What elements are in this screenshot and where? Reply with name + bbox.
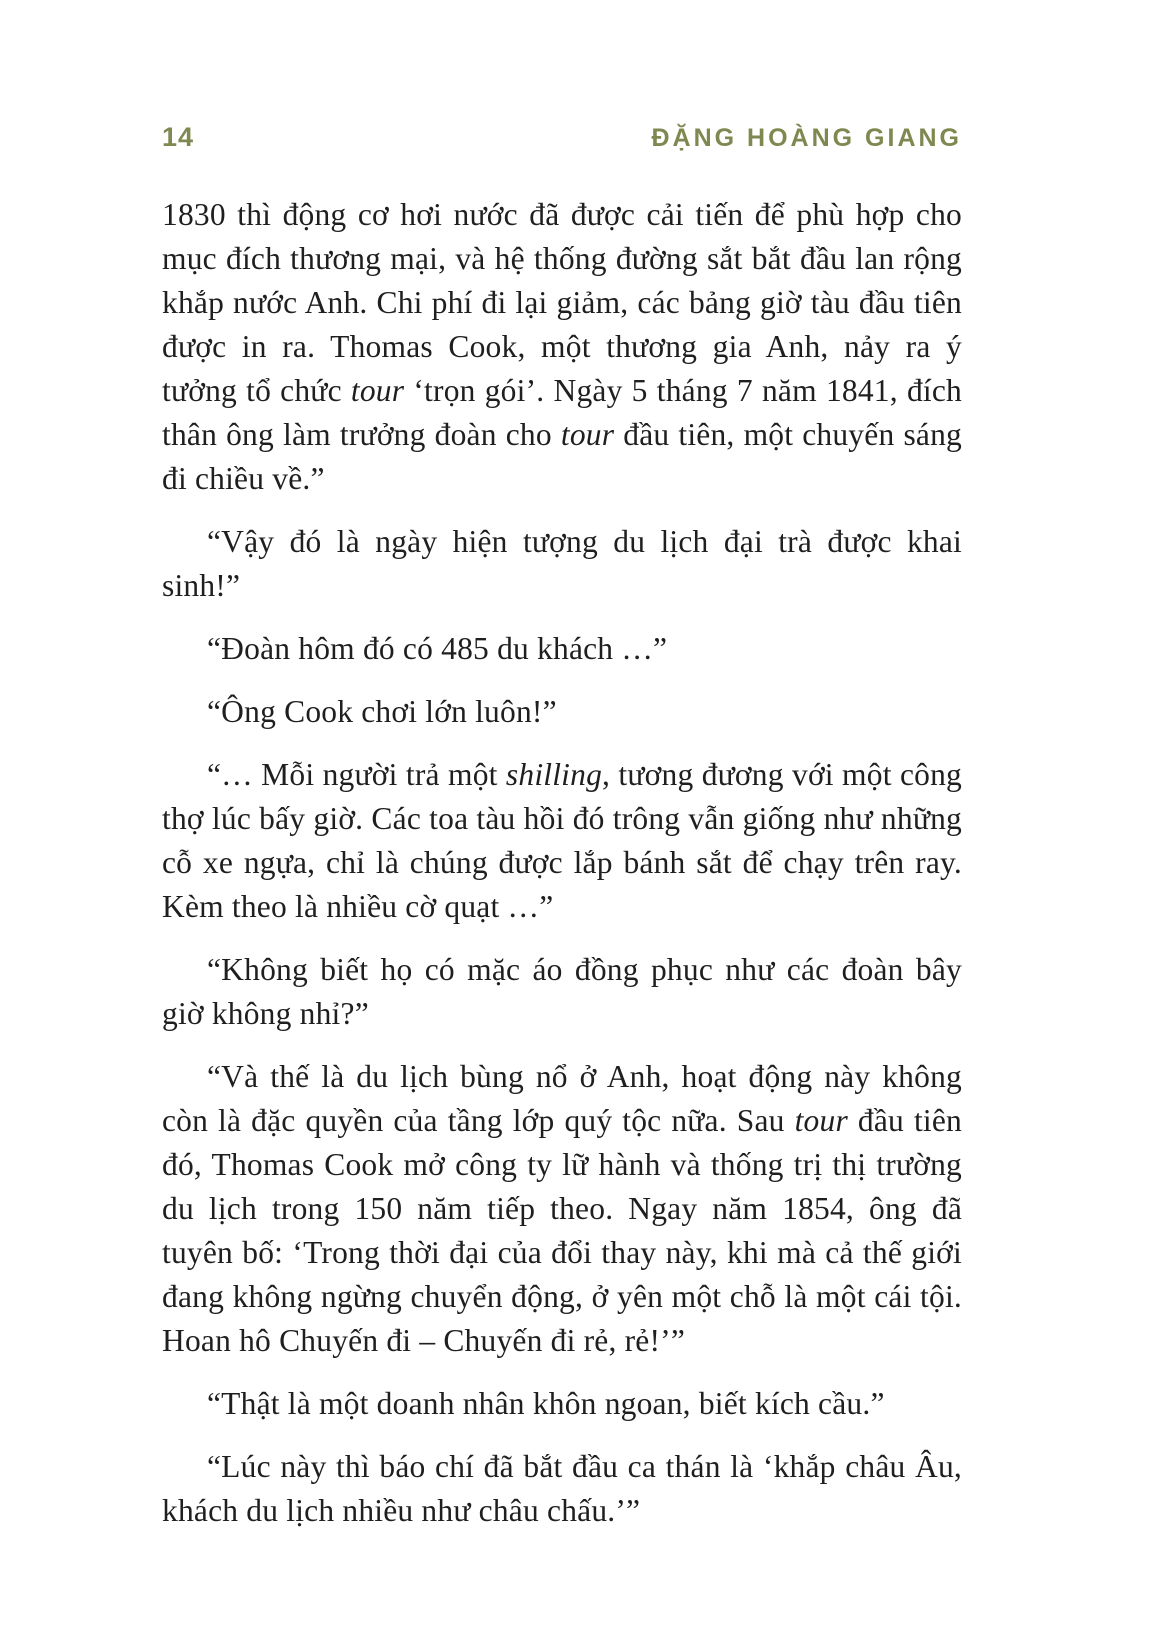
italic-run: tour [794,1103,848,1138]
text-run: “Lúc này thì báo chí đã bắt đầu ca thán là ‘khắp châu Âu, khách du lịch nhiều như châu chấu.’” [162,1449,962,1528]
text-run: 1830 thì động cơ hơi nước đã được cải tiến để phù hợp cho mục đích thương mại, và hệ thống đường sắt bắt đầu lan rộng khắp nước Anh. Chi phí đi lại giảm, các bảng giờ tàu đầu tiên được in ra. Thomas Cook, một thương gia Anh, nảy ra ý tưởng tổ chức [162,197,962,408]
text-run: ‘trọn gói’. Ngày 5 tháng 7 năm 1841, đích thân ông làm trưởng đoàn cho [162,373,962,452]
text-run: “Vậy đó là ngày hiện tượng du lịch đại trà được khai sinh!” [162,524,962,603]
text-run: “… Mỗi người trả một [207,757,506,792]
paragraph [162,1445,962,1533]
running-header [162,122,962,153]
page-number: 14 [162,122,195,152]
italic-run: tour [350,373,405,408]
paragraph [162,520,962,608]
paragraph [162,690,962,734]
paragraph [162,753,962,929]
italic-run: shilling [505,757,603,792]
paragraph [162,627,962,671]
paragraph [162,948,962,1036]
paragraph [162,1382,962,1426]
paragraph [162,193,962,501]
text-run: “Và thế là du lịch bùng nổ ở Anh, hoạt động này không còn là đặc quyền của tầng lớp quý tộc nữa. Sau [162,1059,962,1138]
text-run: “Đoàn hôm đó có 485 du khách …” [207,631,668,666]
running-header-author: ĐẶNG HOÀNG GIANG [651,124,962,152]
paragraph [162,1055,962,1363]
text-run: “Ông Cook chơi lớn luôn!” [207,694,557,729]
body-text [162,193,962,1533]
text-run: “Thật là một doanh nhân khôn ngoan, biết kích cầu.” [207,1386,885,1421]
italic-run: tour [560,417,615,452]
text-run: đầu tiên, một chuyến sáng đi chiều về.” [162,417,962,496]
text-run: đầu tiên đó, Thomas Cook mở công ty lữ hành và thống trị thị trường du lịch trong 150 năm tiếp theo. Ngay năm 1854, ông đã tuyên bố: ‘Trong thời đại của đổi thay này, khi mà cả thế giới đang không ngừng chuyển động, ở yên một chỗ là một cái tội. Hoan hô Chuyến đi – Chuyến đi rẻ, rẻ!’” [162,1103,962,1358]
text-run: “Không biết họ có mặc áo đồng phục như các đoàn bây giờ không nhỉ?” [162,952,962,1031]
text-run: , tương đương với một công thợ lúc bấy giờ. Các toa tàu hồi đó trông vẫn giống như những cỗ xe ngựa, chỉ là chúng được lắp bánh sắt để chạy trên ray. Kèm theo là nhiều cờ quạt …” [162,757,962,924]
